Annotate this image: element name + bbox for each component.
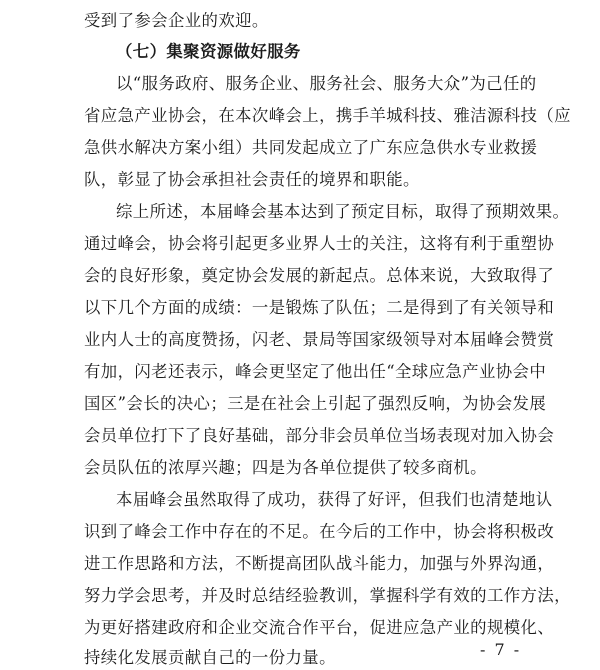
- section-heading: （七）集聚资源做好服务: [116, 42, 301, 61]
- paragraph-line: 以下几个方面的成绩：一是锻炼了队伍；二是得到了有关领导和: [84, 298, 555, 317]
- paragraph-line: 通过峰会，协会将引起更多业界人士的关注，这将有利于重塑协: [84, 234, 555, 253]
- paragraph-line: 省应急产业协会，在本次峰会上，携手羊城科技、雅洁源科技（应: [84, 106, 571, 125]
- paragraph-line: 综上所述，本届峰会基本达到了预定目标，取得了预期效果。: [116, 202, 570, 221]
- paragraph-line: 有加，闪老还表示，峰会更坚定了他出任“全球应急产业协会中: [84, 362, 547, 381]
- paragraph-line: 本届峰会虽然取得了成功，获得了好评，但我们也清楚地认: [116, 490, 553, 509]
- paragraph-line: 国区”会长的决心；三是在社会上引起了强烈反响，为协会发展: [84, 394, 547, 413]
- paragraph-line: 队，彰显了协会承担社会责任的境界和职能。: [84, 170, 420, 189]
- paragraph-line: 急供水解决方案小组）共同发起成立了广东应急供水专业救援: [84, 138, 538, 157]
- paragraph-line: 识到了峰会工作中存在的不足。在今后的工作中，协会将积极改: [84, 522, 555, 541]
- paragraph-line: 为更好搭建政府和企业交流合作平台，促进应急产业的规模化、: [84, 618, 555, 637]
- paragraph-line: 会员单位打下了良好基础，部分非会员单位当场表现对加入协会: [84, 426, 555, 445]
- paragraph-line: 持续化发展贡献自己的一份力量。: [84, 648, 336, 667]
- paragraph-line: 进工作思路和方法，不断提高团队战斗能力，加强与外界沟通，: [84, 554, 555, 573]
- paragraph-line: 受到了参会企业的欢迎。: [84, 11, 269, 30]
- paragraph-line: 努力学会思考，并及时总结经验教训，掌握科学有效的工作方法，: [84, 586, 571, 605]
- paragraph-line: 以“服务政府、服务企业、服务社会、服务大众”为己任的: [116, 74, 537, 93]
- page-number: - 7 -: [480, 640, 522, 659]
- paragraph-line: 会员队伍的浓厚兴趣；四是为各单位提供了较多商机。: [84, 458, 487, 477]
- paragraph-line: 业内人士的高度赞扬，闪老、景局等国家级领导对本届峰会赞赏: [84, 330, 555, 349]
- paragraph-line: 会的良好形象，奠定协会发展的新起点。总体来说，大致取得了: [84, 266, 555, 285]
